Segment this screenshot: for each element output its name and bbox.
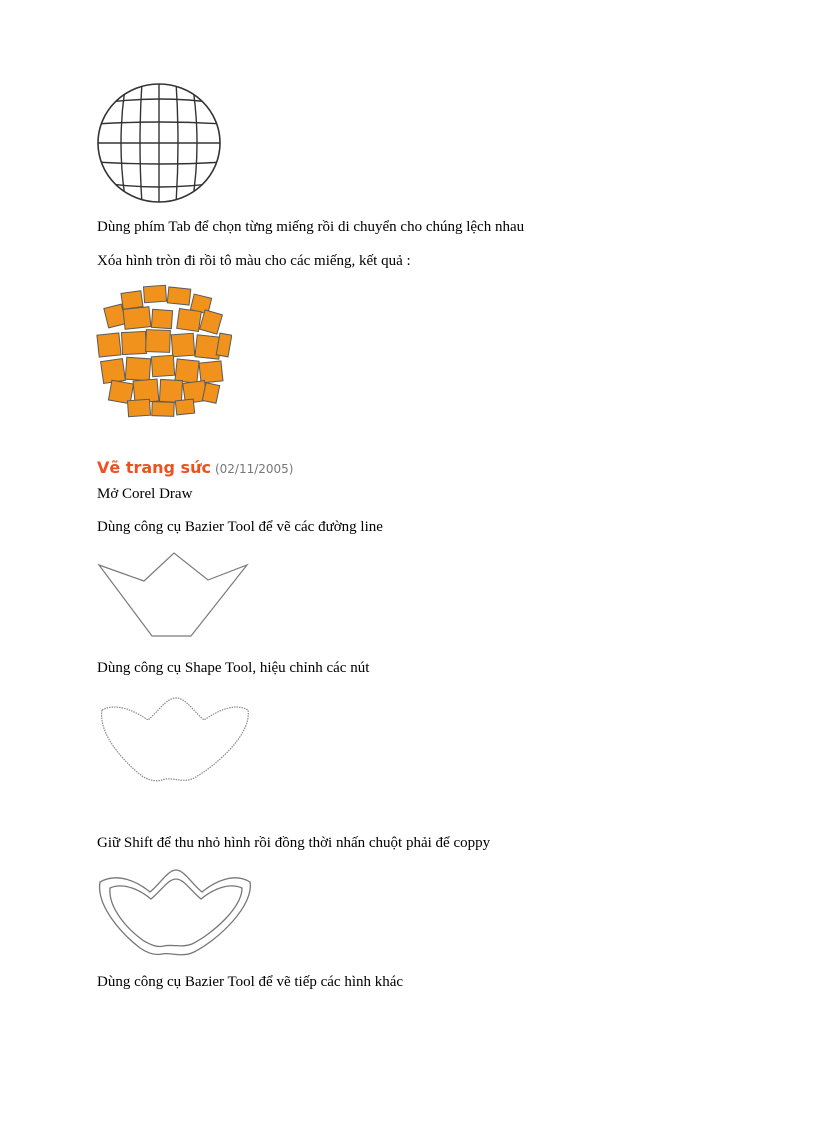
orange-tile bbox=[125, 357, 150, 381]
orange-tile bbox=[200, 310, 223, 334]
orange-tile bbox=[146, 330, 171, 353]
paragraph-6: Giữ Shift để thu nhỏ hình rồi đồng thời nhấn chuột phải để coppy bbox=[97, 835, 491, 851]
crown-outline-figure bbox=[96, 550, 252, 640]
orange-tile bbox=[175, 359, 199, 383]
orange-tile bbox=[151, 355, 174, 376]
section-date: (02/11/2005) bbox=[214, 462, 294, 476]
section-title: Vẽ trang sức bbox=[97, 458, 211, 477]
orange-tile bbox=[123, 307, 151, 330]
smoothed-crown-figure bbox=[96, 694, 252, 786]
paragraph-7: Dùng công cụ Bazier Tool để vẽ tiếp các hình khác bbox=[97, 974, 404, 990]
orange-tile bbox=[177, 309, 202, 332]
paragraph-5: Dùng công cụ Shape Tool, hiệu chỉnh các nút bbox=[97, 660, 370, 676]
paragraph-1: Dùng phím Tab để chọn từng miếng rồi di chuyển cho chúng lệch nhau bbox=[97, 219, 525, 235]
paragraph-4: Dùng công cụ Bazier Tool để vẽ các đường line bbox=[97, 519, 383, 535]
orange-tile bbox=[171, 333, 194, 356]
orange-tile bbox=[121, 291, 143, 310]
orange-tile bbox=[159, 379, 182, 402]
section-heading bbox=[97, 458, 293, 477]
double-crown-figure bbox=[96, 866, 254, 958]
orange-tiles-sphere-figure bbox=[96, 284, 232, 418]
orange-tile bbox=[143, 285, 166, 302]
orange-tile bbox=[167, 287, 191, 305]
orange-tile bbox=[121, 331, 146, 354]
orange-tile bbox=[151, 309, 172, 328]
orange-tile bbox=[175, 399, 194, 415]
orange-tile bbox=[101, 359, 126, 384]
orange-tile bbox=[199, 361, 223, 383]
orange-tile bbox=[202, 383, 219, 404]
grid-sphere-figure bbox=[96, 82, 224, 204]
orange-tile bbox=[152, 402, 174, 417]
orange-tile bbox=[97, 333, 121, 357]
paragraph-3: Mở Corel Draw bbox=[97, 486, 193, 502]
orange-tile bbox=[127, 399, 150, 416]
paragraph-2: Xóa hình tròn đi rồi tô màu cho các miếng, kết quả : bbox=[97, 253, 411, 269]
